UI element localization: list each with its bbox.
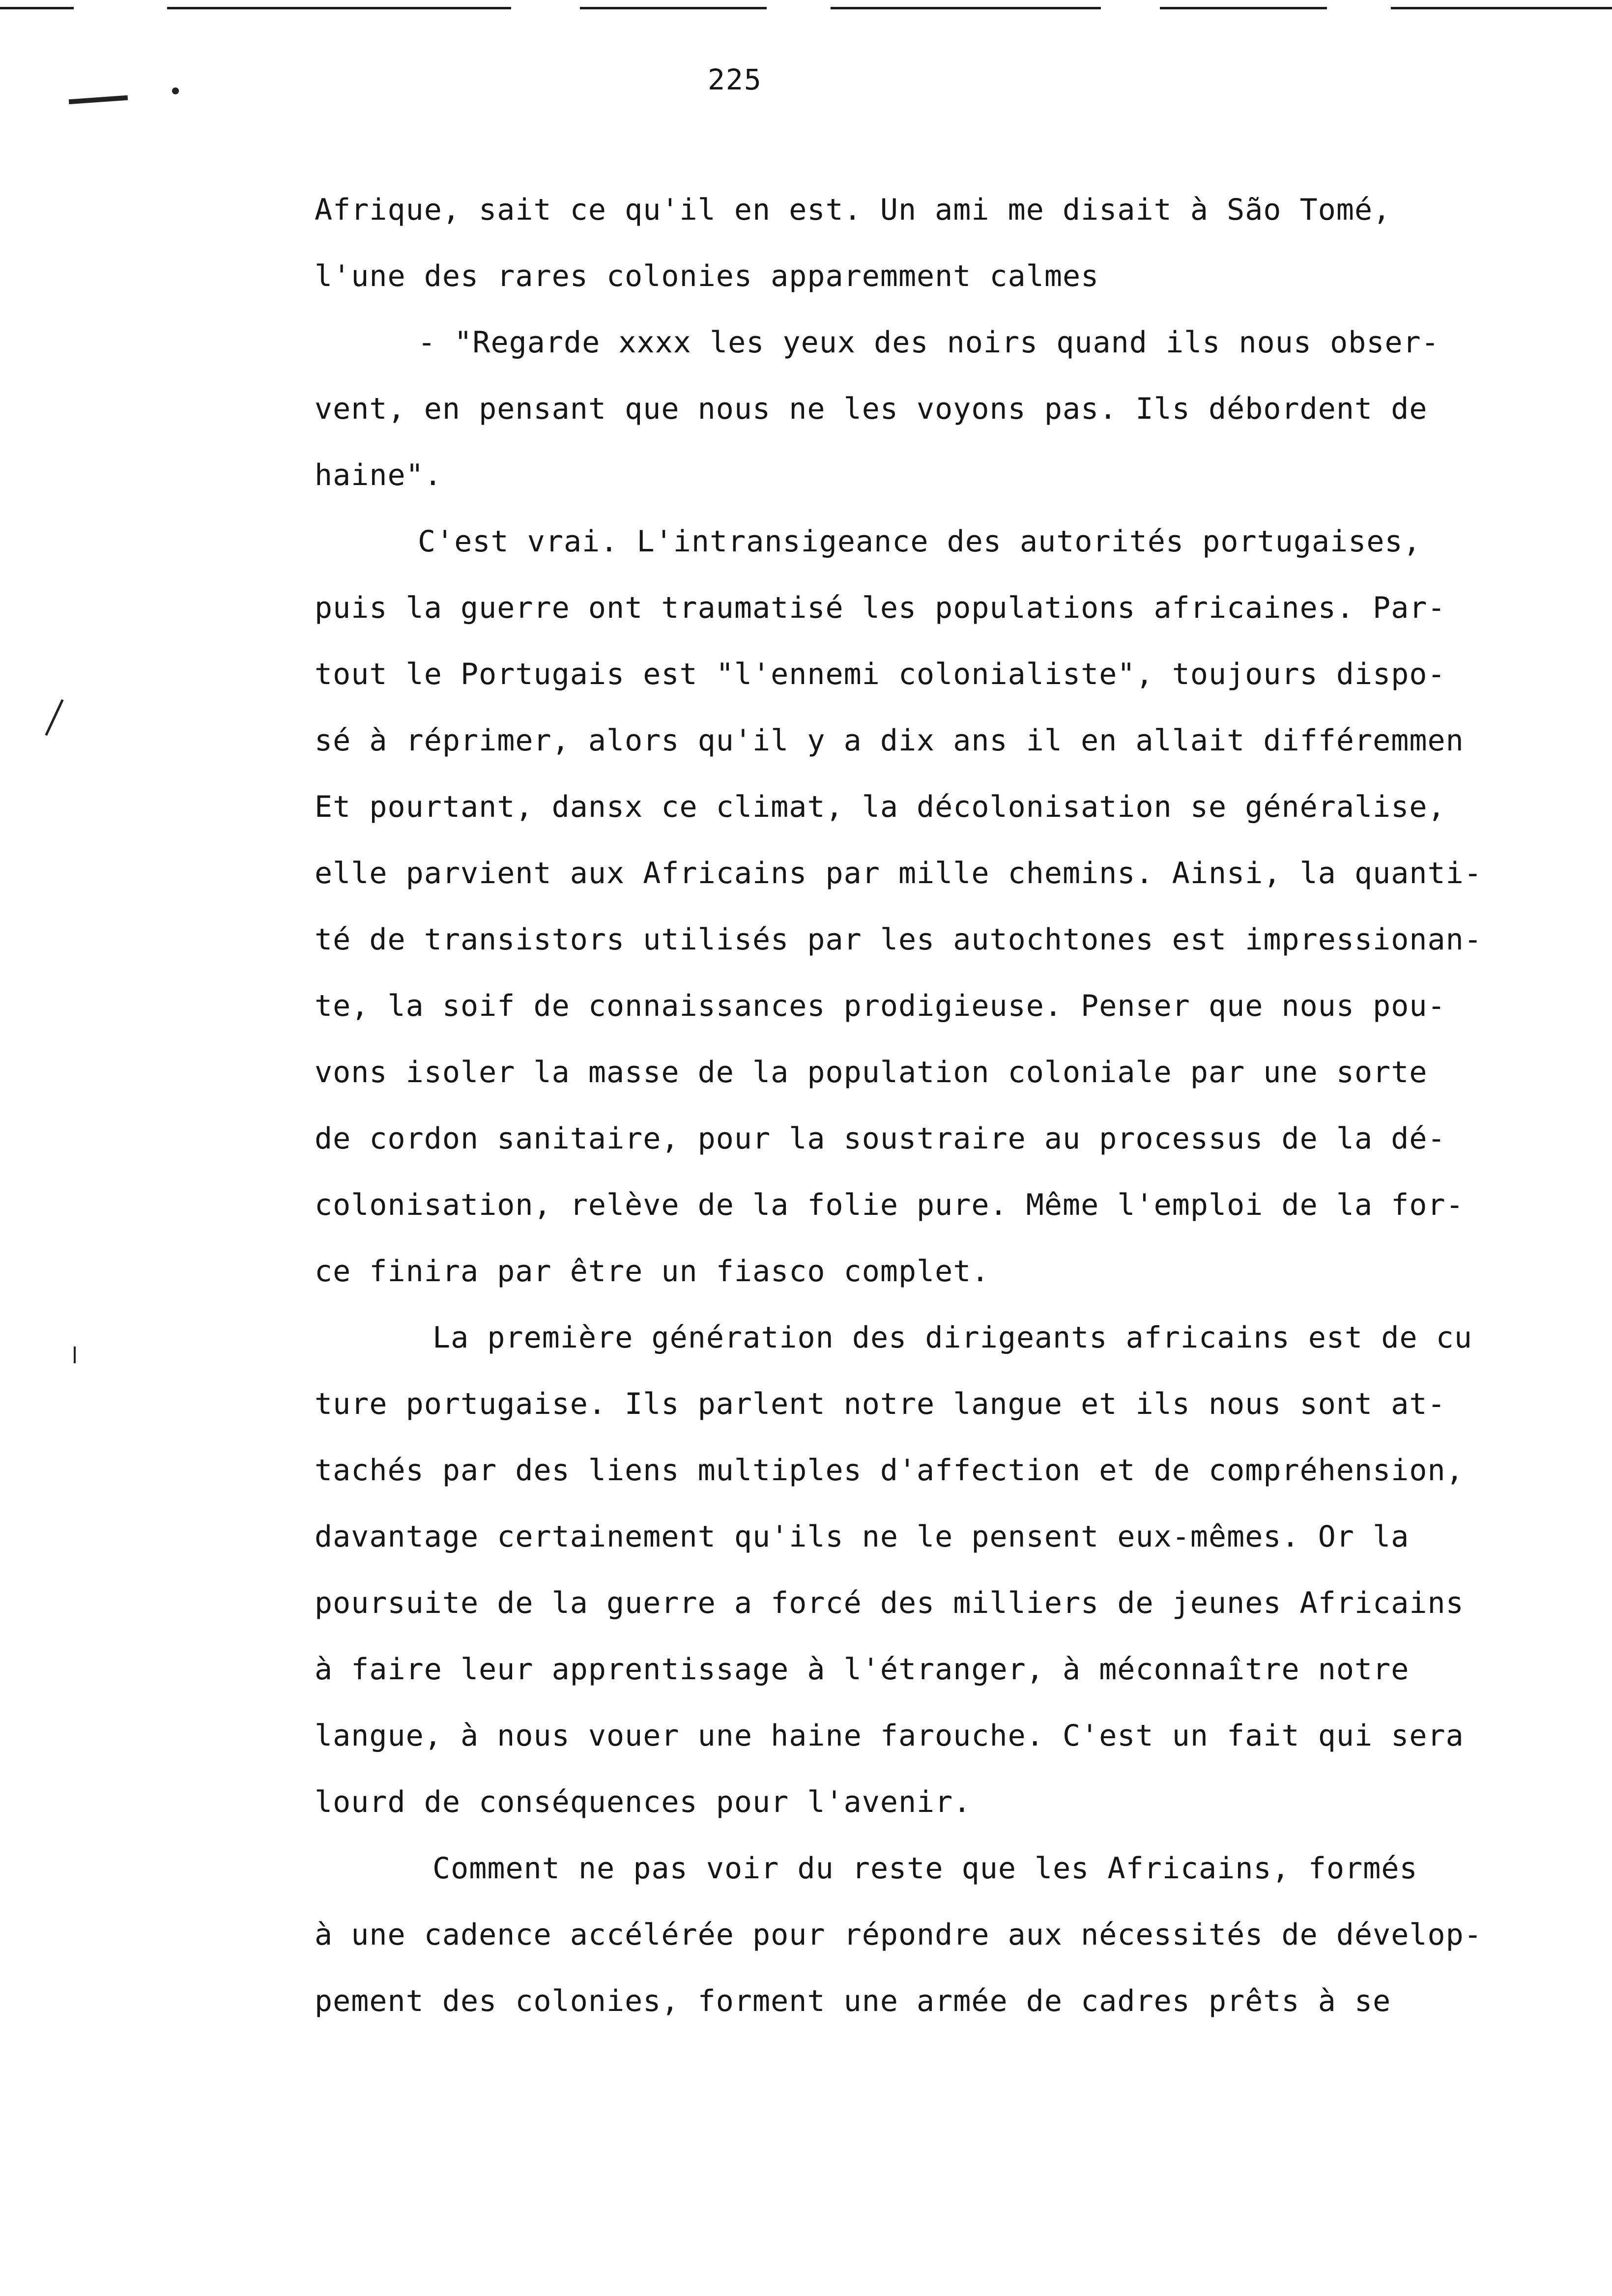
top-rule <box>1160 7 1327 9</box>
text-line: Afrique, sait ce qu'il en est. Un ami me disait à São Tomé, <box>315 193 1391 227</box>
text-line: poursuite de la guerre a forcé des milliers de jeunes Africains <box>315 1586 1464 1620</box>
text-line: à faire leur apprentissage à l'étranger, à méconnaître notre <box>315 1652 1410 1687</box>
text-line: de cordon sanitaire, pour la soustraire au processus de la dé- <box>315 1121 1446 1156</box>
text-line: colonisation, relève de la folie pure. Même l'emploi de la for- <box>315 1188 1464 1222</box>
text-line: La première génération des dirigeants africains est de cu <box>432 1320 1473 1355</box>
text-line: l'une des rares colonies apparemment calmes <box>315 259 1099 293</box>
text-line: C'est vrai. L'intransigeance des autorités portugaises, <box>418 524 1421 559</box>
text-line: elle parvient aux Africains par mille chemins. Ainsi, la quanti- <box>315 856 1482 890</box>
top-rule <box>831 7 1101 9</box>
text-line: ce finira par être un fiasco complet. <box>315 1254 990 1289</box>
text-line: tachés par des liens multiples d'affection et de compréhension, <box>315 1453 1464 1488</box>
margin-dot <box>172 87 179 94</box>
top-rule <box>0 7 74 9</box>
text-line: tout le Portugais est "l'ennemi colonialiste", toujours dispo- <box>315 657 1446 691</box>
text-line: davantage certainement qu'ils ne le pensent eux-mêmes. Or la <box>315 1520 1410 1554</box>
text-line: pement des colonies, forment une armée de cadres prêts à se <box>315 1984 1391 2018</box>
margin-tick <box>45 699 63 736</box>
text-line: te, la soif de connaissances prodigieuse. Penser que nous pou- <box>315 989 1446 1023</box>
text-line: vons isoler la masse de la population coloniale par une sorte <box>315 1055 1428 1090</box>
top-rule <box>1391 7 1612 9</box>
text-line: té de transistors utilisés par les autochtones est impressionan- <box>315 922 1482 957</box>
text-line: haine". <box>315 458 442 492</box>
text-line: à une cadence accélérée pour répondre aux nécessités de dévelop- <box>315 1918 1482 1952</box>
text-line: lourd de conséquences pour l'avenir. <box>315 1785 972 1819</box>
margin-scribble <box>69 95 128 104</box>
typescript-body <box>315 177 1573 2035</box>
text-line: sé à réprimer, alors qu'il y a dix ans il en allait différemmen <box>315 723 1464 758</box>
text-line: Comment ne pas voir du reste que les Africains, formés <box>432 1851 1418 1886</box>
page-number: 225 <box>708 63 762 96</box>
top-rule <box>167 7 511 9</box>
text-line: Et pourtant, dansx ce climat, la décolonisation se généralise, <box>315 790 1446 824</box>
margin-tick <box>74 1347 76 1363</box>
text-line: ture portugaise. Ils parlent notre langue et ils nous sont at- <box>315 1387 1446 1421</box>
text-line: langue, à nous vouer une haine farouche. C'est un fait qui sera <box>315 1719 1464 1753</box>
text-line: - "Regarde xxxx les yeux des noirs quand ils nous obser- <box>418 325 1439 360</box>
text-line: puis la guerre ont traumatisé les populations africaines. Par- <box>315 591 1446 625</box>
top-rule <box>580 7 767 9</box>
text-line: vent, en pensant que nous ne les voyons pas. Ils débordent de <box>315 392 1428 426</box>
